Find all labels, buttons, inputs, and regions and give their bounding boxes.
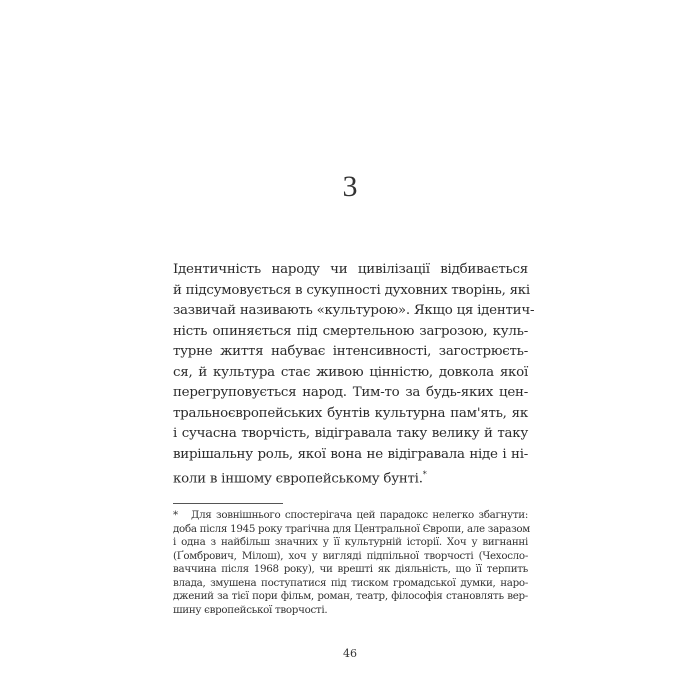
body-line-text: коли в іншому європейському бунті. [173, 471, 423, 487]
footnote-line: і одна з найбільш значних у її культурній історії. Хоч у вигнанні [173, 536, 528, 548]
footnote-reference: * [422, 470, 427, 479]
body-line: перегруповується народ. Тим-то за будь-яких цен- [173, 385, 528, 400]
footnote-line-text: Для зовнішнього спостерігача цей парадокс нелегко збагнути: [191, 509, 528, 521]
body-line: турне життя набуває інтенсивності, загострюєть- [173, 344, 528, 359]
body-text [173, 260, 535, 487]
body-line-last [173, 465, 528, 486]
body-line: і сучасна творчість, відігравала таку велику й таку [173, 426, 528, 441]
footnote-line: ваччина після 1968 року), чи врешті як діяльність, що її терпить [173, 563, 528, 575]
body-line: ність опиняється під смертельною загрозою, куль- [173, 323, 528, 339]
body-line: ся, й культура стає живою цінністю, довкола якої [173, 364, 528, 380]
body-line: й підсумовується в сукупності духовних творінь, які [173, 282, 530, 298]
footnote-divider [173, 503, 283, 504]
footnote-line [173, 509, 528, 523]
page-number: 46 [343, 647, 357, 660]
footnote-line: джений за тієї пори фільм, роман, театр, філософія становлять вер- [173, 590, 528, 602]
footnote-line: шину європейської творчості. [173, 603, 328, 616]
footnote-line: влада, змушена поступатися під тиском громадської думки, наро- [173, 576, 528, 589]
chapter-number: 3 [342, 170, 358, 203]
footnote [173, 509, 531, 617]
body-line: зазвичай називають «культурою». Якщо ця ідентич- [173, 303, 535, 318]
footnote-marker: * [173, 509, 178, 521]
footnote-line: (Ґомбрович, Мілош), хоч у вигляді підпільної творчості (Чехосло- [173, 549, 528, 562]
body-line: Ідентичність народу чи цивілізації відбивається [173, 262, 528, 277]
footnote-line: доба після 1945 року трагічна для Центральної Європи, але заразом [173, 522, 531, 535]
body-line: вирішальну роль, якої вона не відігравала ніде і ні- [173, 446, 528, 462]
body-line: тральноєвропейських бунтів культурна пам'ять, як [173, 405, 528, 421]
